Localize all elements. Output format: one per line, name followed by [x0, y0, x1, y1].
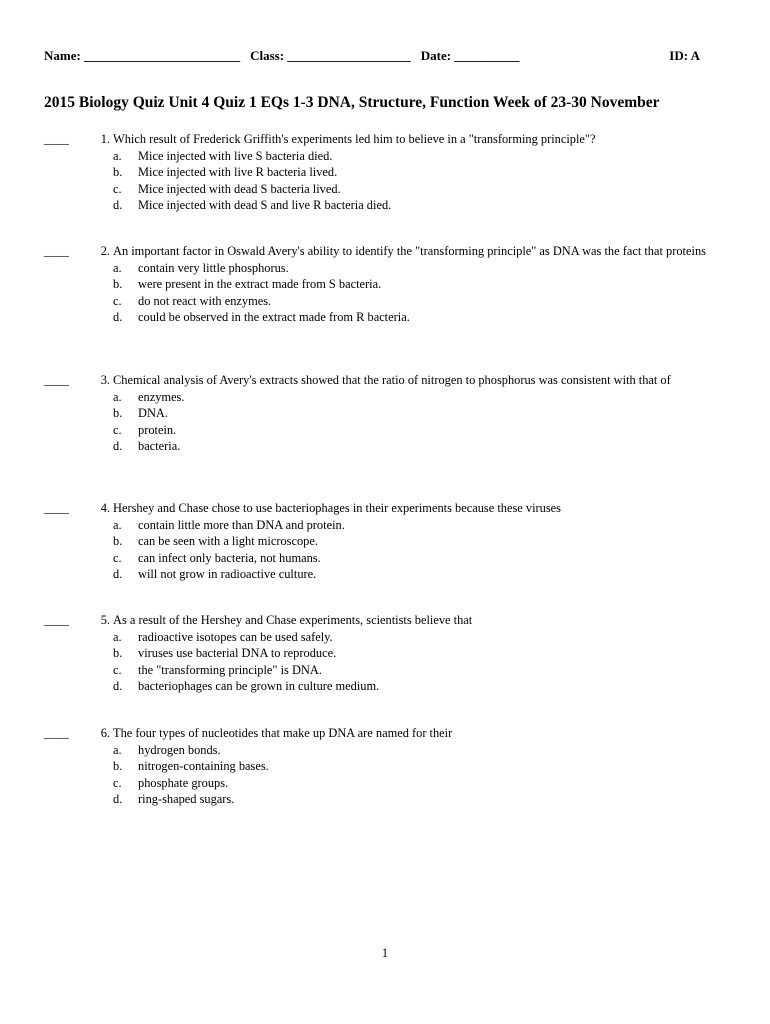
header-fields-left	[44, 48, 519, 64]
option-a[interactable]	[113, 148, 733, 165]
answer-blank[interactable]: ____	[44, 726, 69, 740]
option-letter: d.	[113, 679, 123, 694]
option-text: were present in the extract made from S bacteria.	[138, 277, 382, 292]
option-b[interactable]	[113, 533, 733, 550]
option-text: will not grow in radioactive culture.	[138, 567, 317, 582]
answer-blank[interactable]: ____	[44, 501, 69, 515]
option-letter: b.	[113, 165, 123, 180]
option-c[interactable]	[113, 293, 733, 310]
question-number: 6.	[100, 726, 110, 740]
option-d[interactable]	[113, 197, 733, 214]
option-d[interactable]	[113, 678, 733, 695]
option-letter: c.	[113, 181, 122, 196]
option-a[interactable]	[113, 517, 733, 534]
option-c[interactable]	[113, 550, 733, 567]
question-3	[44, 372, 734, 472]
option-letter: b.	[113, 646, 123, 661]
header-fields	[44, 48, 700, 66]
option-letter: d.	[113, 439, 123, 454]
question-body	[113, 500, 733, 583]
option-letter: c.	[113, 293, 122, 308]
option-letter: d.	[113, 198, 123, 213]
option-letter: b.	[113, 277, 123, 292]
question-body	[113, 131, 733, 214]
option-letter: d.	[113, 567, 123, 582]
quiz-title: 2015 Biology Quiz Unit 4 Quiz 1 EQs 1-3 DNA, Structure, Function Week of 23-30 November	[44, 94, 660, 111]
question-text: An important factor in Oswald Avery's ability to identify the "transforming principle" as DNA was the fact that proteins	[113, 244, 706, 258]
question-5	[44, 612, 734, 696]
option-text: the "transforming principle" is DNA.	[138, 662, 322, 677]
id-label: ID: A	[669, 48, 700, 63]
question-number: 1.	[100, 132, 110, 146]
question-2	[44, 243, 734, 343]
option-text: Mice injected with dead S and live R bacteria died.	[138, 198, 392, 213]
option-c[interactable]	[113, 662, 733, 679]
option-text: Mice injected with live S bacteria died.	[138, 148, 333, 163]
option-text: hydrogen bonds.	[138, 742, 221, 757]
option-letter: c.	[113, 662, 122, 677]
option-letter: a.	[113, 148, 122, 163]
option-a[interactable]	[113, 260, 733, 277]
option-text: bacteriophages can be grown in culture medium.	[138, 679, 380, 694]
question-number: 5.	[100, 613, 110, 627]
option-text: contain little more than DNA and protein.	[138, 517, 345, 532]
question-body	[113, 725, 733, 808]
option-a[interactable]	[113, 742, 733, 759]
answer-blank[interactable]: ____	[44, 244, 69, 258]
option-b[interactable]	[113, 405, 733, 422]
answer-blank[interactable]: ____	[44, 613, 69, 627]
question-6	[44, 725, 734, 809]
option-letter: a.	[113, 517, 122, 532]
question-1	[44, 131, 734, 215]
option-text: bacteria.	[138, 439, 181, 454]
question-text: Which result of Frederick Griffith's experiments led him to believe in a "transforming principle"?	[113, 132, 596, 146]
question-body	[113, 372, 733, 455]
question-text: As a result of the Hershey and Chase experiments, scientists believe that	[113, 613, 473, 627]
question-4	[44, 500, 734, 584]
option-c[interactable]	[113, 775, 733, 792]
option-list	[113, 389, 733, 455]
option-letter: a.	[113, 629, 122, 644]
question-number: 2.	[100, 244, 110, 258]
option-text: can infect only bacteria, not humans.	[138, 550, 321, 565]
option-b[interactable]	[113, 276, 733, 293]
option-text: enzymes.	[138, 389, 185, 404]
option-d[interactable]	[113, 438, 733, 455]
option-letter: c.	[113, 550, 122, 565]
question-number: 3.	[100, 373, 110, 387]
class-field[interactable]: Class: ___________________	[250, 48, 411, 63]
answer-blank[interactable]: ____	[44, 373, 69, 387]
option-text: can be seen with a light microscope.	[138, 534, 318, 549]
option-letter: d.	[113, 792, 123, 807]
option-b[interactable]	[113, 758, 733, 775]
option-letter: b.	[113, 534, 123, 549]
option-d[interactable]	[113, 791, 733, 808]
option-b[interactable]	[113, 645, 733, 662]
question-text: Hershey and Chase chose to use bacteriophages in their experiments because these viruses	[113, 501, 561, 515]
option-b[interactable]	[113, 164, 733, 181]
option-text: nitrogen-containing bases.	[138, 759, 269, 774]
question-number: 4.	[100, 501, 110, 515]
option-text: contain very little phosphorus.	[138, 260, 289, 275]
option-letter: b.	[113, 406, 123, 421]
option-list	[113, 148, 733, 214]
option-a[interactable]	[113, 629, 733, 646]
option-list	[113, 629, 733, 695]
option-text: ring-shaped sugars.	[138, 792, 235, 807]
question-body	[113, 612, 733, 695]
option-text: DNA.	[138, 406, 168, 421]
option-text: radioactive isotopes can be used safely.	[138, 629, 333, 644]
page-number: 1	[381, 946, 389, 960]
date-field[interactable]: Date: __________	[420, 48, 520, 63]
option-letter: a.	[113, 389, 122, 404]
option-text: Mice injected with dead S bacteria lived.	[138, 181, 341, 196]
question-body	[113, 243, 733, 326]
option-text: do not react with enzymes.	[138, 293, 272, 308]
option-text: Mice injected with live R bacteria lived.	[138, 165, 338, 180]
name-field[interactable]: Name: ________________________	[44, 48, 241, 63]
option-text: could be observed in the extract made from R bacteria.	[138, 310, 410, 325]
option-letter: c.	[113, 775, 122, 790]
option-d[interactable]	[113, 309, 733, 326]
option-letter: a.	[113, 742, 122, 757]
option-text: protein.	[138, 422, 177, 437]
option-a[interactable]	[113, 389, 733, 406]
option-letter: d.	[113, 310, 123, 325]
option-text: phosphate groups.	[138, 775, 229, 790]
option-list	[113, 260, 733, 326]
option-letter: c.	[113, 422, 122, 437]
option-d[interactable]	[113, 566, 733, 583]
answer-blank[interactable]: ____	[44, 132, 69, 146]
option-list	[113, 742, 733, 808]
option-c[interactable]	[113, 422, 733, 439]
question-text: Chemical analysis of Avery's extracts showed that the ratio of nitrogen to phosphorus was consistent with that of	[113, 373, 671, 387]
option-letter: b.	[113, 759, 123, 774]
option-letter: a.	[113, 260, 122, 275]
question-text: The four types of nucleotides that make up DNA are named for their	[113, 726, 453, 740]
option-c[interactable]	[113, 181, 733, 198]
option-text: viruses use bacterial DNA to reproduce.	[138, 646, 337, 661]
option-list	[113, 517, 733, 583]
